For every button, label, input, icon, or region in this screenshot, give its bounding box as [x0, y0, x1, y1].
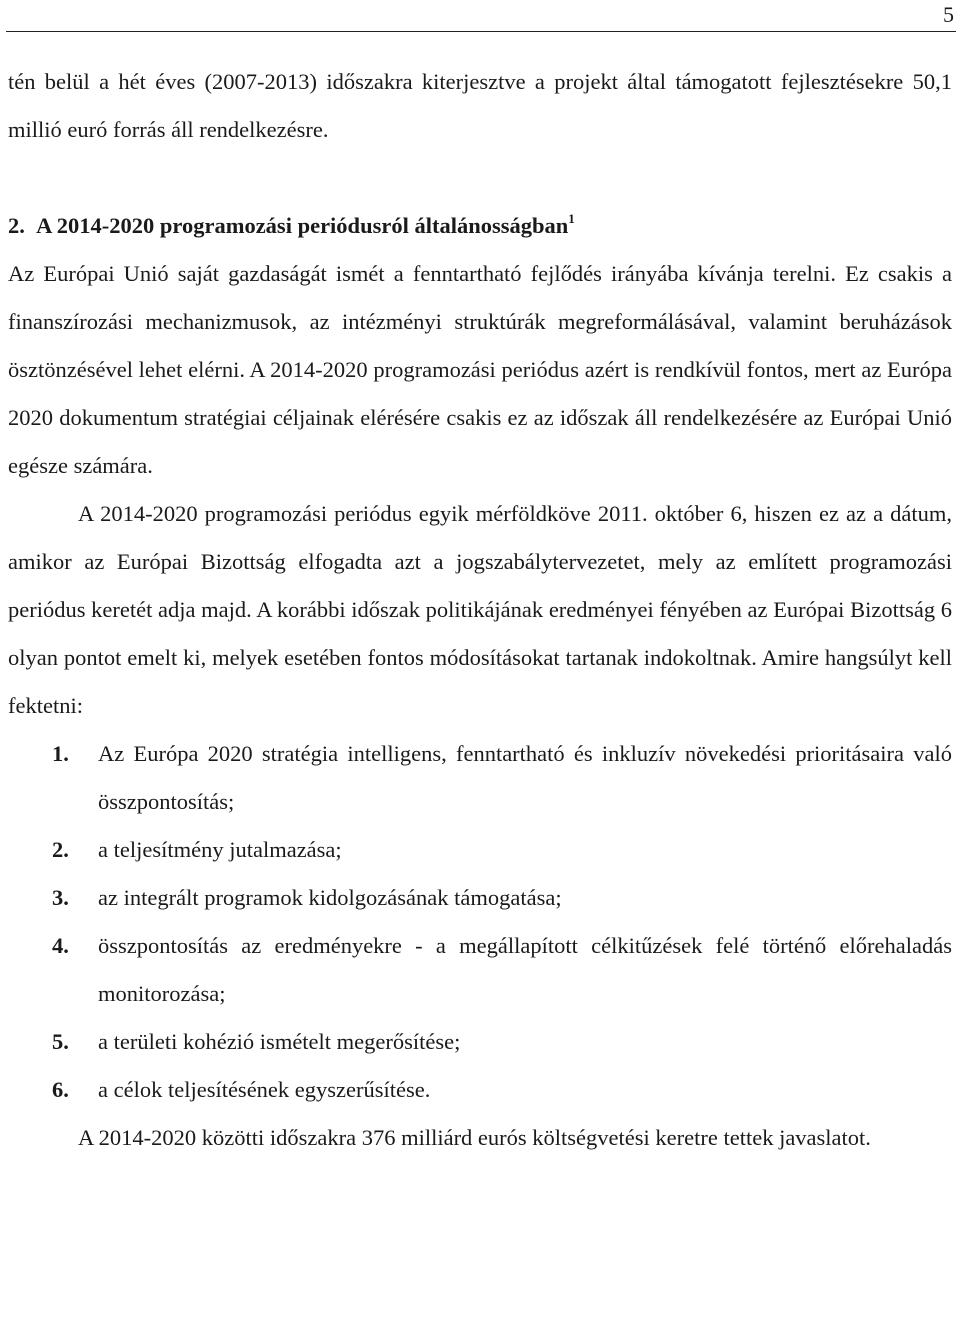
list-item	[8, 1018, 952, 1066]
list-item-text: a területi kohézió ismételt megerősítése;	[98, 1029, 461, 1054]
list-item	[8, 922, 952, 1018]
paragraph-2: A 2014-2020 programozási periódus egyik mérföldköve 2011. október 6, hiszen ez az a dátum, amikor az Európai Bizottság elfogadta azt a jogszabálytervezetet, mely az említett programozási periódus keretét adja majd. A korábbi időszak politikájának eredményei fényében az Európai Bizottság 6 olyan pontot emelt ki, melyek esetében fontos módosításokat tartanak indokoltnak. Amire hangsúlyt kell fektetni:	[8, 501, 952, 718]
list-item-text: a teljesítmény jutalmazása;	[98, 837, 342, 862]
section-title: A 2014-2020 programozási periódusról általánosságban	[36, 213, 569, 238]
header-rule	[6, 31, 956, 32]
list-item-text: összpontosítás az eredményekre - a megállapított célkitűzések felé történő előrehaladás monitorozása;	[98, 933, 952, 1006]
paragraph-1: Az Európai Unió saját gazdaságát ismét a fenntartható fejlődés irányába kívánja terelni. Ez csakis a finanszírozási mechanizmusok, az intézményi struktúrák megreformálásával, valamint beruházások ösztönzésével lehet elérni. A 2014-2020 programozási periódus azért is rendkívül fontos, mert az Európa 2020 dokumentum stratégiai céljainak elérésére csakis ez az időszak áll rendelkezésére az Európai Unió egésze számára.	[8, 261, 952, 478]
list-item-number: 4.	[52, 933, 69, 958]
list-item-text: az integrált programok kidolgozásának támogatása;	[98, 885, 562, 910]
list-item-number: 5.	[52, 1029, 69, 1054]
list-item-number: 3.	[52, 885, 69, 910]
priority-list	[8, 730, 952, 1114]
page-body	[8, 58, 952, 1162]
section-heading	[8, 202, 952, 250]
list-item	[8, 730, 952, 826]
page-number: 5	[943, 2, 954, 27]
paragraph-3: A 2014-2020 közötti időszakra 376 milliárd eurós költségvetési keretre tettek javaslatot.	[78, 1125, 871, 1150]
list-item-number: 1.	[52, 741, 69, 766]
list-item	[8, 874, 952, 922]
list-item	[8, 826, 952, 874]
list-item	[8, 1066, 952, 1114]
list-item-number: 6.	[52, 1077, 69, 1102]
intro-paragraph: tén belül a hét éves (2007-2013) időszakra kiterjesztve a projekt által támogatott fejlesztésekre 50,1 millió euró forrás áll rendelkezésre.	[8, 69, 952, 142]
section-number: 2.	[8, 213, 25, 238]
spacer	[8, 154, 952, 202]
list-item-number: 2.	[52, 837, 69, 862]
footnote-ref[interactable]: 1	[568, 211, 575, 226]
list-item-text: Az Európa 2020 stratégia intelligens, fenntartható és inkluzív növekedési prioritásaira való összpontosítás;	[98, 741, 952, 814]
list-item-text: a célok teljesítésének egyszerűsítése.	[98, 1077, 431, 1102]
